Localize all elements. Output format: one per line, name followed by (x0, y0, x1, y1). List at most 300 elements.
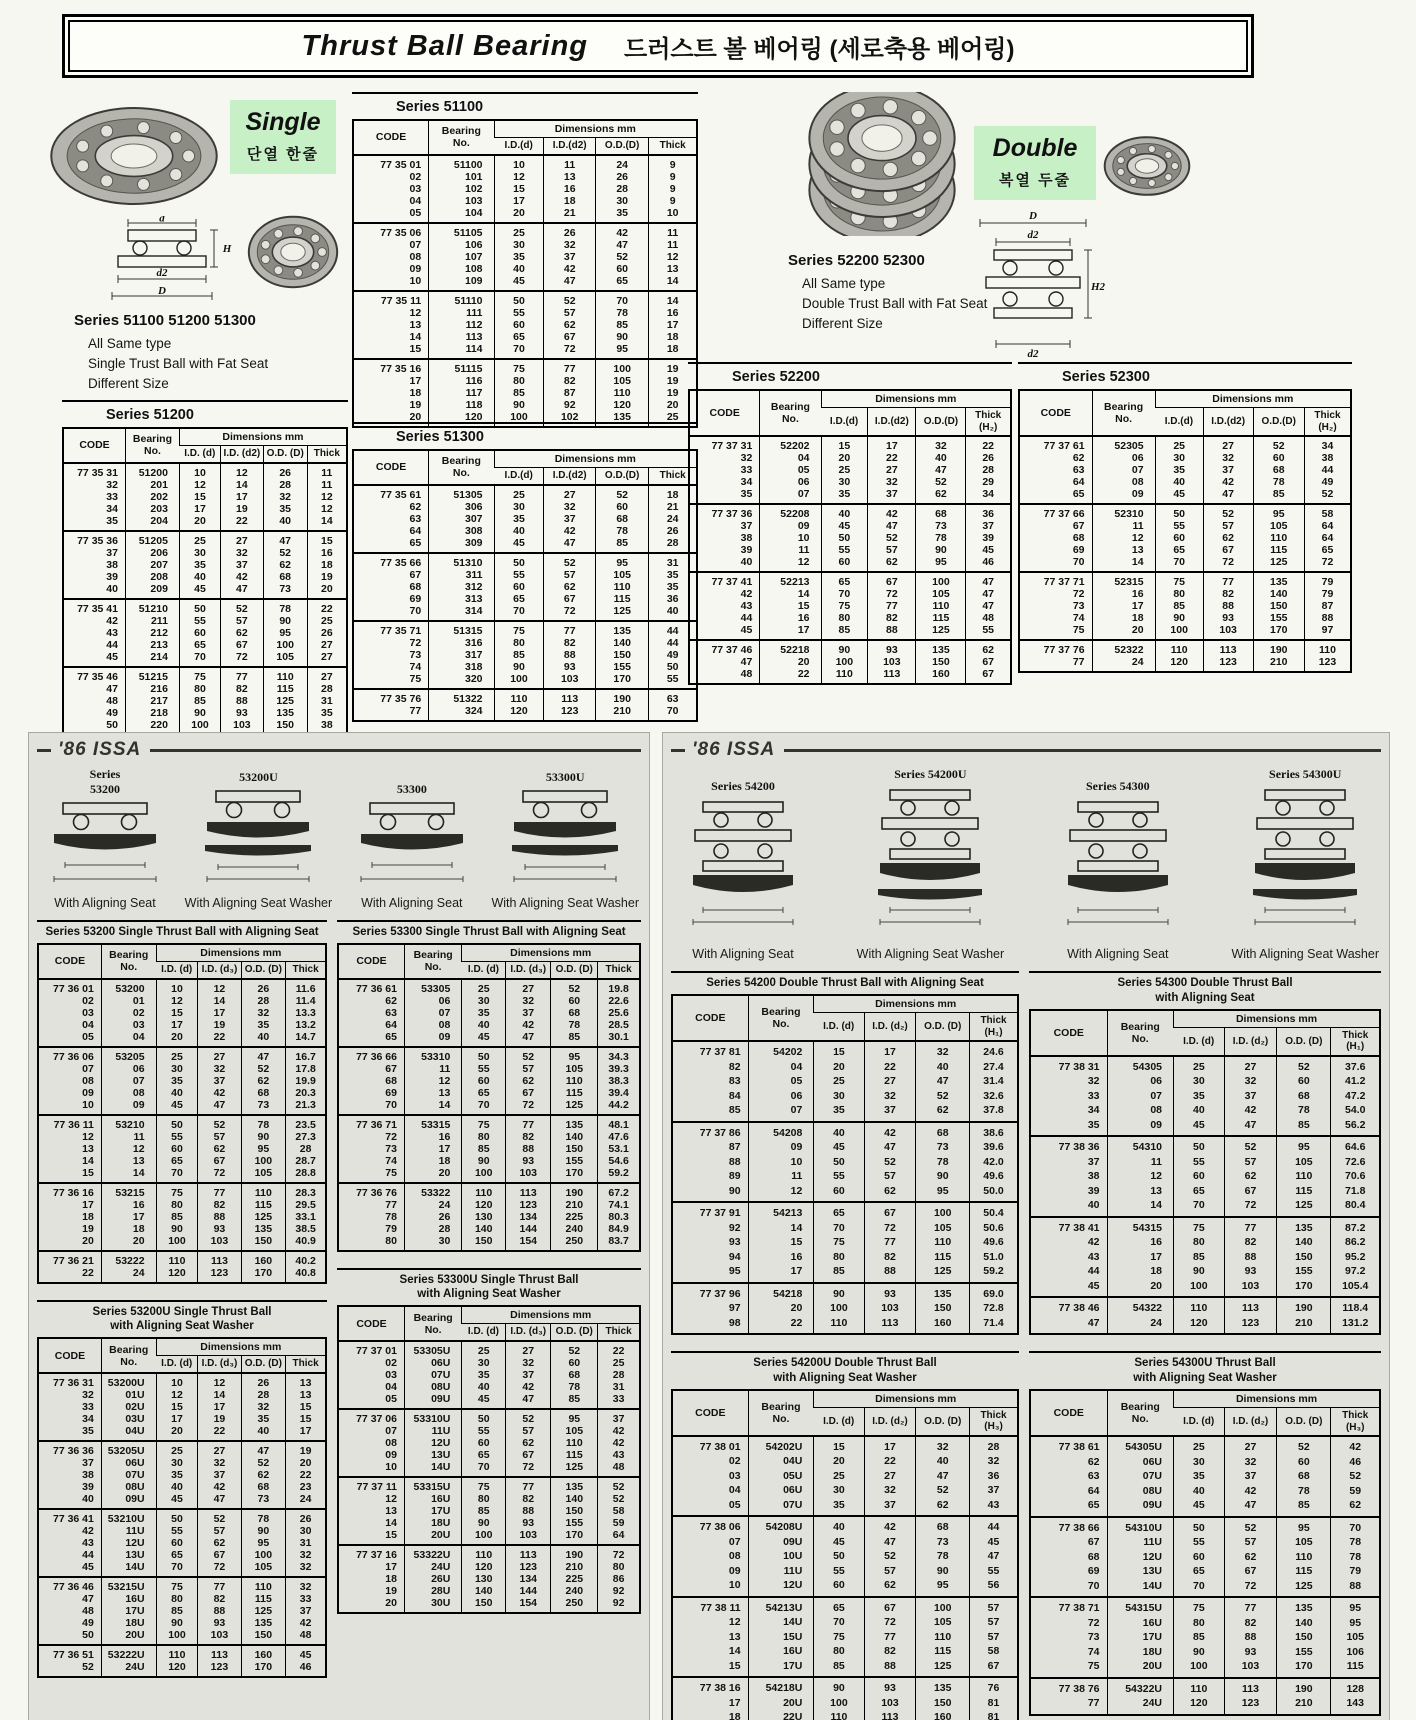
table-row (38, 1075, 326, 1087)
code-cell: 83 (728, 1075, 741, 1087)
dim-cell: 64 (598, 1529, 640, 1545)
code-cell: 18 (385, 1572, 397, 1585)
table-row (338, 1211, 640, 1223)
dim-cell: 64 (1304, 532, 1351, 544)
dim-cell: 135 (1277, 1217, 1331, 1236)
dim-cell: 20 (307, 583, 347, 599)
table-row (1030, 1645, 1380, 1660)
dim-cell: 140 (1253, 588, 1304, 600)
dim-cell: 30 (286, 1525, 326, 1537)
code-cell: 77 35 36 (77, 534, 118, 547)
dim-cell: 32 (916, 1436, 970, 1455)
table-series-53200u (37, 1300, 327, 1678)
column-header: I.D. (d₃) (506, 1324, 551, 1341)
bearing-no-cell: 20U (1107, 1659, 1173, 1678)
dim-cell: 85 (1277, 1498, 1331, 1517)
dim-cell: 150 (551, 1505, 598, 1517)
dim-cell: 250 (551, 1235, 598, 1251)
dim-cell: 10 (156, 1373, 198, 1389)
column-header-code: CODE (1053, 1026, 1084, 1039)
dim-cell: 55 (1174, 1535, 1225, 1550)
bearing-table (1018, 389, 1352, 673)
dim-cell: 77 (1203, 572, 1253, 588)
dim-cell: 170 (241, 1267, 286, 1283)
dim-cell: 46 (1331, 1455, 1380, 1470)
bearing-no-cell: 114 (429, 343, 494, 359)
table-row (672, 1060, 1018, 1075)
dim-cell: 58 (598, 1505, 640, 1517)
code-cell: 77 37 91 (699, 1207, 741, 1219)
dim-cell: 35 (462, 1369, 506, 1381)
dim-cell: 135 (916, 1677, 970, 1696)
table-title: Series 51100 (352, 92, 698, 119)
code-cell: 18 (409, 386, 422, 399)
single-bearing-photo-small (246, 208, 340, 301)
bearing-no-cell: 12 (101, 1143, 156, 1155)
dim-cell: 90 (494, 399, 544, 411)
table-row (353, 171, 697, 183)
dim-cell: 123 (1203, 656, 1253, 672)
table-row (338, 1019, 640, 1031)
bearing-no-cell: 118 (429, 399, 494, 411)
code-cell: 79 (385, 1222, 397, 1235)
bearing-no-cell: 07U (101, 1469, 156, 1481)
dim-cell: 42 (221, 571, 264, 583)
dim-cell: 19 (221, 503, 264, 515)
dim-cell: 27 (307, 639, 347, 651)
column-header: I.D. (d) (161, 964, 193, 975)
table-row (1019, 656, 1351, 672)
table-row (672, 1436, 1018, 1455)
bearing-no-cell: 08 (101, 1087, 156, 1099)
table-row (672, 1516, 1018, 1535)
dim-cell: 72.6 (1331, 1155, 1380, 1170)
dim-cell: 130 (462, 1573, 506, 1585)
row-group (1030, 1217, 1380, 1298)
dim-cell: 10 (179, 463, 220, 479)
bearing-no-cell: 53215 (101, 1183, 156, 1199)
table-row (338, 1493, 640, 1505)
bearing-no-cell: 54305U (1107, 1436, 1173, 1455)
dim-cell: 62 (198, 1537, 241, 1549)
bearing-no-cell: 53210U (101, 1509, 156, 1525)
dim-cell: 125 (551, 1099, 598, 1115)
bearing-no-cell: 53200U (101, 1373, 156, 1389)
column-header-bearing-no: Bearing No. (1107, 1010, 1173, 1056)
row-group (38, 979, 326, 1047)
dim-cell: 110 (821, 668, 868, 684)
dim-cell: 27 (506, 1341, 551, 1357)
bearing-no-cell: 28 (404, 1223, 461, 1235)
dim-cell: 80 (1155, 588, 1203, 600)
column-header: I.D.(d2) (544, 468, 596, 485)
dim-cell: 27 (864, 1074, 916, 1089)
code-cell: 73 (409, 648, 422, 661)
dim-cell: 17 (868, 436, 916, 452)
code-cell: 08 (82, 1074, 94, 1087)
dim-cell: 52 (221, 599, 264, 615)
dim-cell: 65 (156, 1549, 198, 1561)
code-cell: 72 (1072, 588, 1085, 601)
issa-panels (28, 732, 1390, 1720)
code-cell: 32 (82, 1388, 94, 1401)
dim-cell: 48 (966, 612, 1011, 624)
dim-cell: 25 (1155, 436, 1203, 452)
dim-cell: 12 (494, 171, 544, 183)
bearing-no-cell: 54208 (748, 1122, 814, 1141)
table-row (353, 307, 697, 319)
dim-cell: 28 (241, 1389, 286, 1401)
bearing-table (671, 1389, 1019, 1720)
column-header: Thick (H₁) (1331, 1027, 1380, 1056)
code-cell: 88 (728, 1155, 741, 1168)
dim-cell: 77 (868, 600, 916, 612)
dim-cell: 60 (551, 1357, 598, 1369)
dim-cell: 75 (1174, 1217, 1225, 1236)
dim-cell: 57 (1224, 1155, 1276, 1170)
dim-cell: 80 (179, 683, 220, 695)
bearing-no-cell: 24 (101, 1267, 156, 1283)
bearing-no-cell: 17U (1107, 1630, 1173, 1645)
table-row (38, 1183, 326, 1199)
dim-cell: 92 (598, 1585, 640, 1597)
bearing-no-cell: 54310U (1107, 1517, 1173, 1536)
dim-cell: 62 (916, 488, 966, 504)
table-row (63, 503, 347, 515)
code-cell: 77 37 81 (699, 1046, 741, 1058)
dim-cell: 70 (179, 651, 220, 667)
dim-cell: 82 (864, 1250, 916, 1265)
column-header-dimensions: Dimensions mm (1174, 1010, 1381, 1028)
table-row (1030, 1455, 1380, 1470)
table-row (689, 504, 1011, 520)
dim-cell: 25 (1174, 1056, 1225, 1075)
dim-cell: 85 (494, 387, 544, 399)
table-row (338, 1505, 640, 1517)
dim-cell: 28.3 (286, 1183, 326, 1199)
dim-cell: 115 (916, 1644, 970, 1659)
dim-cell: 82 (864, 1644, 916, 1659)
bearing-no-cell: 14U (101, 1561, 156, 1577)
table-series-53200 (37, 920, 327, 1284)
table-row (38, 1457, 326, 1469)
dim-cell: 85 (179, 695, 220, 707)
dim-cell: 35 (1155, 464, 1203, 476)
dim-cell: 70 (1174, 1579, 1225, 1598)
diagram-series-label: Series 54200 (711, 779, 775, 793)
dim-cell: 75 (462, 1115, 506, 1131)
dim-cell: 80 (821, 612, 868, 624)
diagram-drawing (491, 785, 639, 894)
column-header-bearing-no: Bearing No. (748, 995, 814, 1041)
bearing-diagram (346, 782, 478, 910)
table-row (38, 1063, 326, 1075)
table-row (689, 600, 1011, 612)
dim-cell: 47 (868, 520, 916, 532)
column-header-dimensions: Dimensions mm (821, 390, 1011, 408)
code-cell: 18 (82, 1210, 94, 1223)
dim-cell: 60 (814, 1578, 864, 1597)
dim-cell: 88 (864, 1264, 916, 1283)
table-title: Series 51300 (352, 422, 698, 449)
table-row (672, 1221, 1018, 1236)
diagram-drawing (39, 797, 171, 894)
dim-cell: 15 (286, 1413, 326, 1425)
bearing-no-cell: 109 (429, 275, 494, 291)
dim-cell: 60 (1253, 452, 1304, 464)
dim-cell: 90 (814, 1677, 864, 1696)
dim-cell: 47 (544, 537, 596, 553)
bearing-no-cell: 20U (748, 1696, 814, 1711)
double-desc-1: All Same type (802, 276, 886, 291)
dim-cell: 170 (551, 1529, 598, 1545)
column-header-code: CODE (709, 407, 740, 419)
bearing-no-cell: 54202U (748, 1436, 814, 1455)
code-cell: 80 (385, 1234, 397, 1247)
bearing-photo-image (246, 208, 340, 296)
dim-cell: 27 (868, 464, 916, 476)
dim-cell: 30 (1174, 1074, 1225, 1089)
dim-cell: 72 (1224, 1198, 1276, 1217)
bearing-no-cell: 53310U (404, 1409, 461, 1425)
dim-cell: 42 (544, 263, 596, 275)
dim-cell: 28.7 (286, 1155, 326, 1167)
dim-cell: 50 (649, 661, 697, 673)
dim-cell: 69.0 (970, 1283, 1018, 1302)
bearing-no-cell: 09 (101, 1099, 156, 1115)
dim-cell: 11 (544, 155, 596, 171)
table-row (38, 1199, 326, 1211)
dim-cell: 93 (864, 1677, 916, 1696)
column-header: I.D. (d₂) (864, 1407, 916, 1436)
dim-cell: 110 (494, 689, 544, 705)
dim-cell: 28 (286, 1143, 326, 1155)
bearing-no-cell: 51100 (429, 155, 494, 171)
dim-cell: 103 (864, 1696, 916, 1711)
dim-cell: 62 (1203, 532, 1253, 544)
diagram-series-label: 53200U (239, 770, 278, 784)
dim-cell: 150 (916, 656, 966, 668)
column-header: O.D. (D) (263, 446, 307, 463)
dim-cell: 93 (221, 707, 264, 719)
dim-cell: 35 (241, 1413, 286, 1425)
bearing-no-cell: 317 (429, 649, 494, 661)
dim-cell: 62 (241, 1469, 286, 1481)
code-cell: 77 38 31 (1058, 1060, 1100, 1073)
dim-cell: 32 (286, 1561, 326, 1577)
issa-label: '86 ISSA (58, 739, 142, 760)
dim-cell: 52 (1224, 1136, 1276, 1155)
row-group (38, 1509, 326, 1577)
dim-cell: 105 (916, 588, 966, 600)
dim-cell: 15 (821, 436, 868, 452)
dim-cell: 11 (307, 479, 347, 491)
code-cell: 45 (740, 624, 753, 637)
dim-cell: 97.2 (1331, 1264, 1380, 1279)
dim-cell: 35 (1174, 1089, 1225, 1104)
dim-cell: 90 (156, 1617, 198, 1629)
code-cell: 42 (740, 588, 753, 601)
dim-cell: 12 (307, 503, 347, 515)
code-cell: 63 (409, 512, 422, 525)
dim-cell: 103 (544, 673, 596, 689)
dim-cell: 52 (506, 1409, 551, 1425)
dim-cell: 62 (864, 1184, 916, 1203)
code-cell: 77 36 06 (52, 1050, 94, 1063)
dim-cell: 72 (544, 343, 596, 359)
dim-cell: 65 (1155, 544, 1203, 556)
bearing-no-cell: 17U (404, 1505, 461, 1517)
dim-cell: 190 (551, 1545, 598, 1561)
bearing-no-cell: 14 (760, 588, 821, 600)
table-row (672, 1122, 1018, 1141)
dim-cell: 77 (864, 1235, 916, 1250)
code-cell: 40 (82, 1492, 94, 1505)
bearing-no-cell: 15 (760, 600, 821, 612)
dim-cell: 34.3 (598, 1047, 640, 1063)
dim-cell: 48 (598, 1461, 640, 1477)
dim-cell: 9 (649, 195, 697, 207)
table-row (1030, 1198, 1380, 1217)
table-column (671, 971, 1019, 1720)
table-row (1019, 504, 1351, 520)
dim-cell: 105 (241, 1167, 286, 1183)
dim-cell: 100 (241, 1549, 286, 1561)
bearing-no-cell: 53315 (404, 1115, 461, 1131)
dim-cell: 30 (821, 476, 868, 488)
dim-cell: 32 (916, 1041, 970, 1060)
dim-cell: 15 (286, 1401, 326, 1413)
code-cell: 15 (385, 1528, 397, 1541)
row-group (1019, 572, 1351, 640)
code-cell: 04 (409, 194, 422, 207)
code-cell: 15 (728, 1659, 741, 1672)
dim-cell: 47 (1224, 1118, 1276, 1137)
table-series-54200 (671, 971, 1019, 1335)
dim-cell: 13 (286, 1373, 326, 1389)
code-cell: 74 (409, 660, 422, 673)
mini-section-drawing (1235, 782, 1375, 940)
code-cell: 64 (1072, 476, 1085, 489)
table-row (338, 1115, 640, 1131)
dim-cell: 40 (649, 605, 697, 621)
dim-cell: 16.7 (286, 1047, 326, 1063)
dim-cell: 35 (494, 251, 544, 263)
dim-cell: 14 (221, 479, 264, 491)
dim-cell: 105.4 (1331, 1279, 1380, 1298)
dim-cell: 64.6 (1331, 1136, 1380, 1155)
dim-cell: 60 (156, 1537, 198, 1549)
table-title: Series 53300U Single Thrust Ball with Aligning Seat Washer (337, 1268, 641, 1306)
table-row (338, 1393, 640, 1409)
table-row (38, 1629, 326, 1645)
dim-cell: 11 (307, 463, 347, 479)
row-group (1019, 436, 1351, 504)
dim-cell: 31 (286, 1537, 326, 1549)
dim-cell: 81 (970, 1696, 1018, 1711)
row-group (672, 1516, 1018, 1597)
bearing-no-cell: 51210 (125, 599, 179, 615)
dim-cell: 47 (544, 275, 596, 291)
table-series-53300 (337, 920, 641, 1252)
dim-cell: 52 (598, 1493, 640, 1505)
dim-cell: 45 (814, 1535, 864, 1550)
column-header-dimensions: Dimensions mm (814, 1390, 1018, 1408)
column-header-bearing-no: Bearing No. (101, 1338, 156, 1373)
bearing-diagram (491, 770, 639, 910)
bearing-no-cell: 52202 (760, 436, 821, 452)
dim-cell: 110 (551, 1437, 598, 1449)
code-cell: 15 (82, 1166, 94, 1179)
dim-cell: 190 (1277, 1297, 1331, 1316)
dim-cell: 52 (916, 1089, 970, 1104)
dim-cell: 90 (916, 544, 966, 556)
dim-cell: 105 (916, 1615, 970, 1630)
table-row (672, 1630, 1018, 1645)
column-header: Thick (H₂) (1304, 408, 1351, 437)
dim-cell: 120 (1155, 656, 1203, 672)
bearing-no-cell: 54322U (1107, 1678, 1173, 1697)
dim-cell: 85 (462, 1143, 506, 1155)
dim-cell: 37 (970, 1483, 1018, 1498)
dim-cell: 47 (506, 1393, 551, 1409)
bearing-no-cell: 20 (1107, 1279, 1173, 1298)
svg-text:D: D (158, 285, 166, 297)
dim-cell: 105 (1331, 1630, 1380, 1645)
table-title: Series 54300U Thrust Ball with Aligning Seat Washer (1029, 1351, 1381, 1389)
issa-label: '86 ISSA (692, 739, 776, 760)
dim-cell: 60 (821, 556, 868, 572)
code-cell: 63 (385, 1006, 397, 1019)
dim-cell: 27 (506, 979, 551, 995)
dim-cell: 240 (551, 1223, 598, 1235)
dim-cell: 113 (506, 1183, 551, 1199)
bearing-no-cell: 52305 (1092, 436, 1155, 452)
table-row (338, 979, 640, 995)
table-row (1019, 572, 1351, 588)
dim-cell: 68 (241, 1481, 286, 1493)
dim-cell: 93 (544, 661, 596, 673)
dim-cell: 88 (198, 1605, 241, 1617)
dim-cell: 88 (198, 1211, 241, 1223)
table-row (38, 995, 326, 1007)
dim-cell: 52 (916, 1483, 970, 1498)
dim-cell: 93 (1224, 1264, 1276, 1279)
row-group (1030, 1436, 1380, 1517)
bearing-no-cell: 206 (125, 547, 179, 559)
dim-cell: 64 (1304, 520, 1351, 532)
row-group (338, 979, 640, 1047)
page-title-ko: 드러스트 볼 베어링 (세로축용 베어링) (624, 35, 1015, 63)
bearing-no-cell: 51322 (429, 689, 494, 705)
table-row (672, 1564, 1018, 1579)
dim-cell: 18 (307, 559, 347, 571)
dim-cell: 100 (1174, 1659, 1225, 1678)
dim-cell: 32 (221, 547, 264, 559)
dim-cell: 130 (462, 1211, 506, 1223)
dim-cell: 60 (1174, 1550, 1225, 1565)
dim-cell: 21 (649, 501, 697, 513)
dim-cell: 42 (1224, 1484, 1276, 1499)
dim-cell: 144 (506, 1585, 551, 1597)
table-row (38, 1413, 326, 1425)
dim-cell: 40 (814, 1122, 864, 1141)
issa-rule-left (37, 749, 51, 752)
dim-cell: 32 (868, 476, 916, 488)
dim-cell: 12 (179, 479, 220, 491)
dim-cell: 60 (494, 319, 544, 331)
dim-cell: 52 (1253, 436, 1304, 452)
